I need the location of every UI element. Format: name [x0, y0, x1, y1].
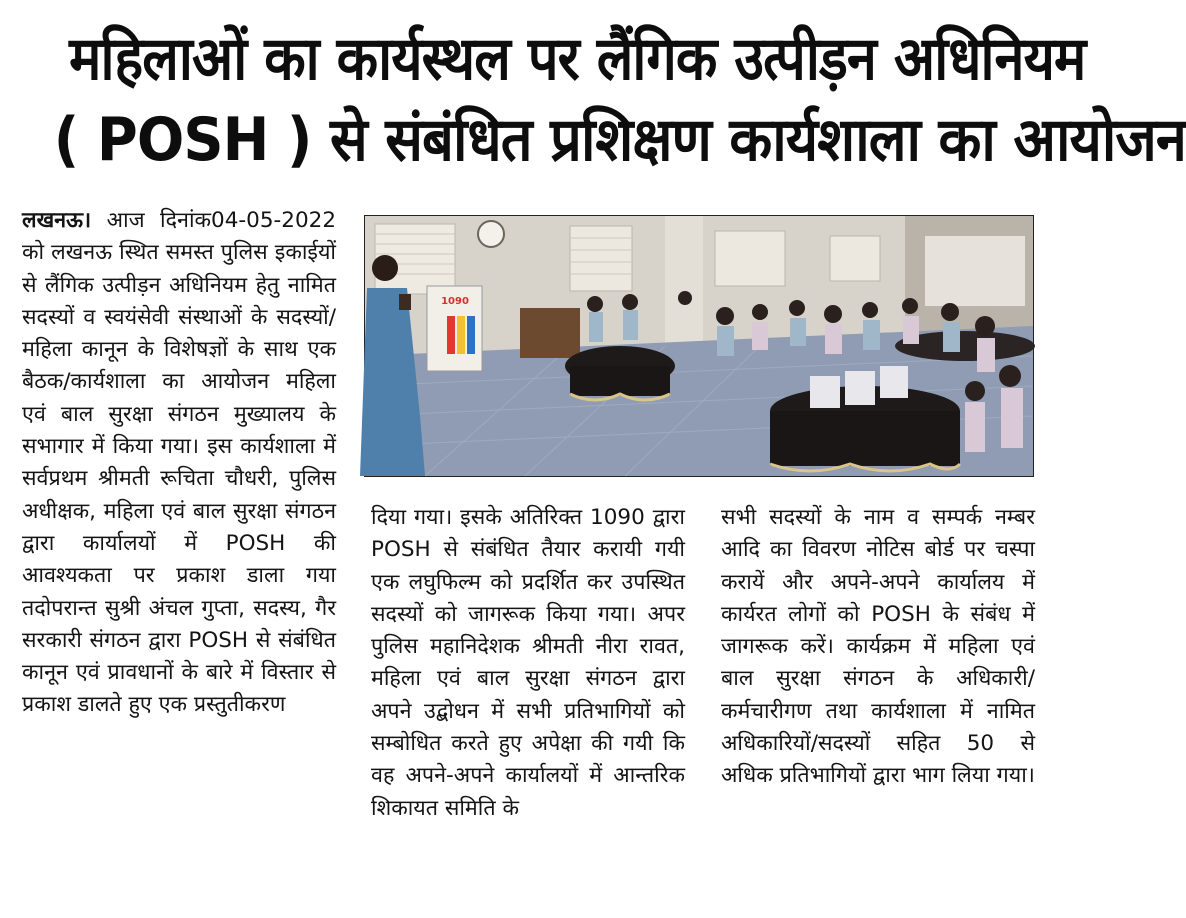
article-column-3: सभी सदस्यों के नाम व सम्पर्क नम्बर आदि का विवरण नोटिस बोर्ड पर चस्पा करायें और अपने-अपने कार्यालय में कार्यरत लोगों को POSH के संबंध में जागरूक करें। कार्यक्रम में महिला एवं बाल सुरक्षा संगठन के अधिकारी/कर्मचारीगण तथा कार्यशाला में नामित अधिकारियों/सदस्यों सहित 50 से अधिक प्रतिभागियों द्वारा भाग लिया गया। — [721, 505, 1035, 789]
article-column-1 — [22, 205, 336, 722]
workshop-photo — [364, 215, 1034, 477]
headline-line-1: महिलाओं का कार्यस्थल पर लैंगिक उत्पीड़न अधिनियम — [69, 24, 1086, 94]
column-1-text: आज दिनांक04-05-2022 को लखनऊ स्थित समस्त पुलिस इकाईयों से लैंगिक उत्पीड़न अधिनियम हेतु नामित सदस्यों व स्वयंसेवी संस्थाओं के सदस्यों/महिला कानून के विशेषज्ञों के साथ एक बैठक/कार्यशाला का आयोजन महिला एवं बाल सुरक्षा संगठन मुख्यालय के सभागार में किया गया। इस कार्यशाला में सर्वप्रथम श्रीमती रूचिता चौधरी, पुलिस अधीक्षक, महिला एवं बाल सुरक्षा संगठन द्वारा कार्यालयों में POSH की आवश्यकता पर प्रकाश डाला गया तदोपरान्त सुश्री अंचल गुप्ता, सदस्य, गैर सरकारी संगठन द्वारा POSH से संबंधित कानून एवं प्रावधानों के बारे में विस्तार से प्रकाश डालते हुए एक प्रस्तुतीकरण — [22, 208, 336, 718]
podium-label: 1090 — [441, 296, 469, 307]
dateline: लखनऊ। — [22, 208, 92, 233]
article-column-2: दिया गया। इसके अतिरिक्त 1090 द्वारा POSH से संबंधित तैयार करायी गयी एक लघुफिल्म को प्रदर्शित कर उपस्थित सदस्यों को जागरूक किया गया। अपर पुलिस महानिदेशक श्रीमती नीरा रावत, महिला एवं बाल सुरक्षा संगठन द्वारा अपने उद्बोधन में सभी प्रतिभागियों को सम्बोधित करते हुए अपेक्षा की गयी कि वह अपने-अपने कार्यालयों में आन्तरिक शिकायत समिति के — [371, 505, 685, 821]
headline-line-2: ( POSH ) से संबंधित प्रशिक्षण कार्यशाला का आयोजन — [53, 105, 1186, 175]
